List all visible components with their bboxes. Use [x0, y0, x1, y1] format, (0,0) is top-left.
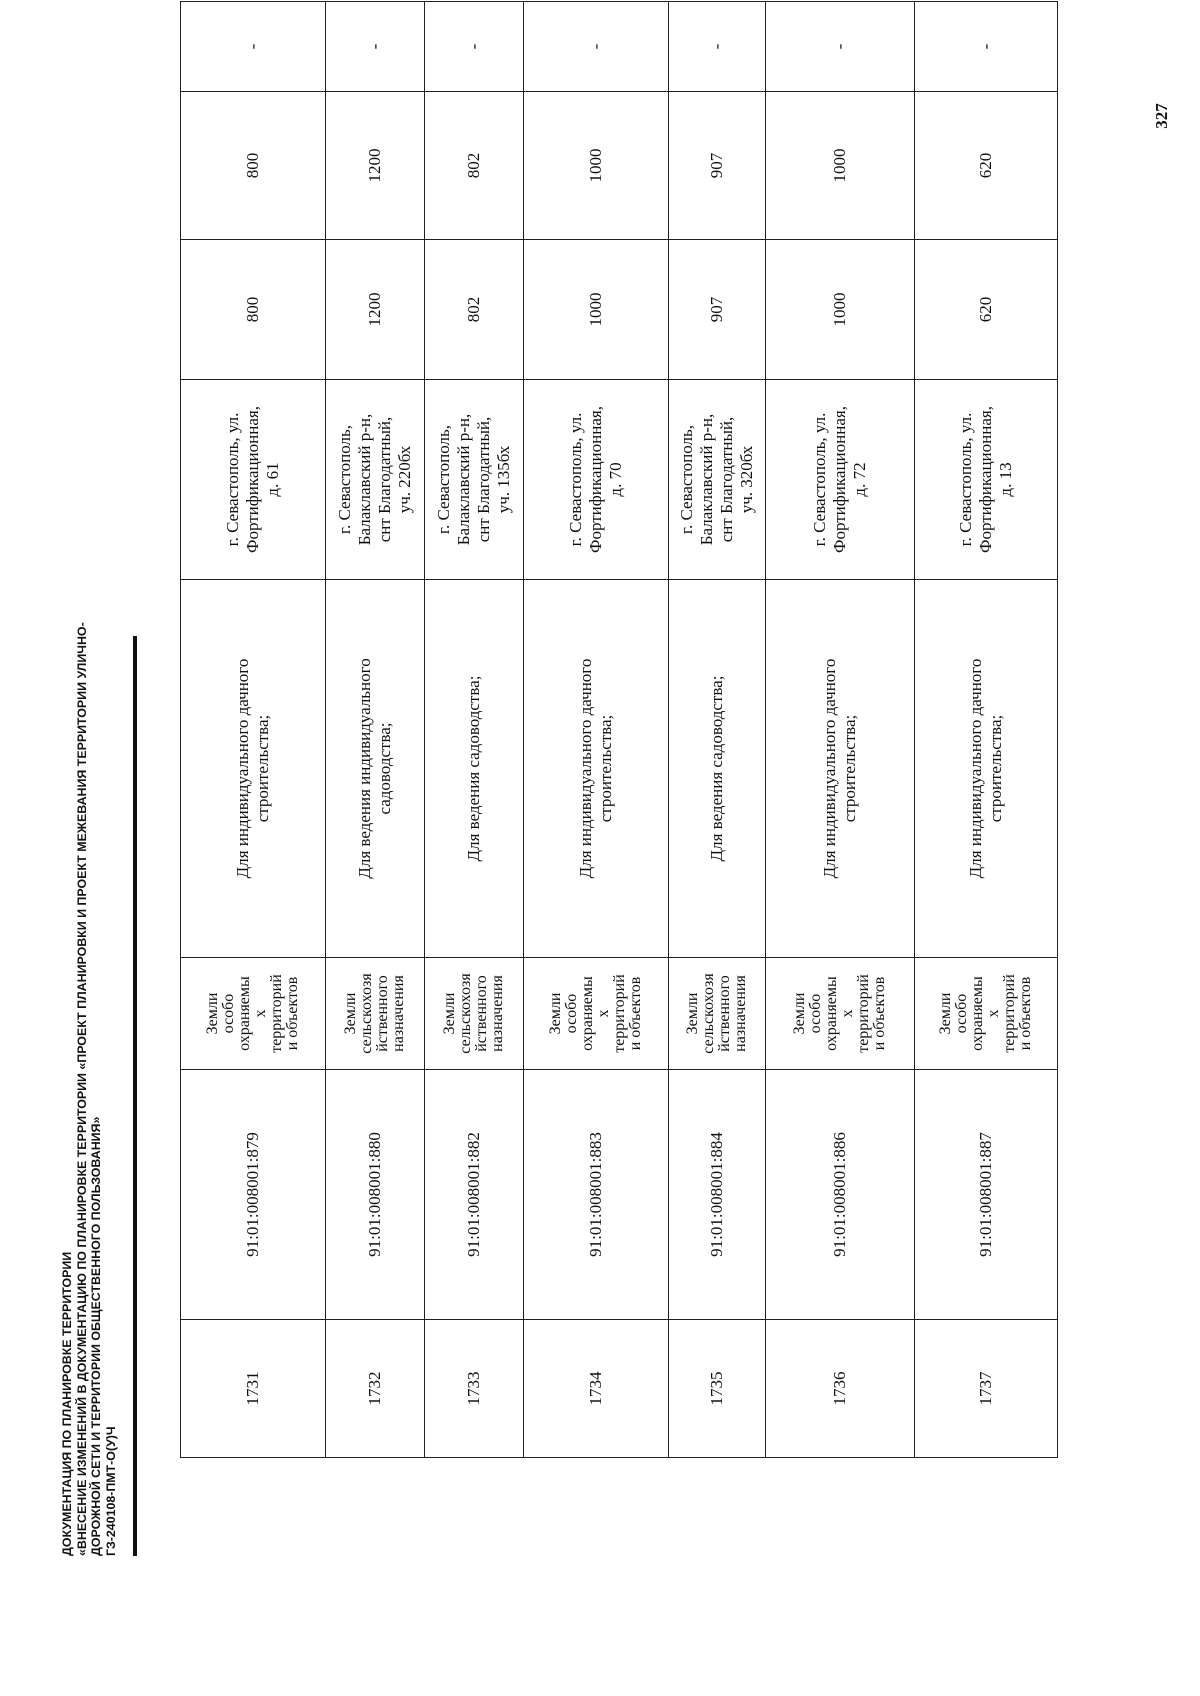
land-category-cell-line: территорий: [611, 974, 628, 1053]
area-documented-cell: [425, 92, 524, 240]
note-cell: [326, 2, 425, 92]
cadastral-number-cell: [524, 1070, 669, 1320]
note-cell-text: -: [464, 43, 483, 50]
cadastral-number-cell: [915, 1070, 1058, 1320]
land-category-cell-line: Земли: [441, 992, 458, 1035]
address-cell-line: г. Севастополь,: [335, 424, 354, 535]
land-category-cell-line: йственного: [473, 975, 490, 1052]
row-number-cell: [915, 1320, 1058, 1458]
land-category-cell-line: и объектов: [284, 976, 301, 1051]
permitted-use-cell-line: строительства;: [596, 714, 615, 823]
land-category-cell-line: особо: [563, 993, 580, 1034]
address-cell-line: Балаклавский р-н,: [454, 413, 473, 546]
area-documented-cell-text: 1200: [365, 148, 384, 183]
area-cell: [425, 240, 524, 380]
land-category-cell-line: особо: [220, 993, 237, 1034]
land-category-cell-line: охраняемы: [969, 976, 986, 1051]
permitted-use-cell: [669, 580, 766, 958]
row-number-cell: [669, 1320, 766, 1458]
table-row: [326, 2, 425, 1458]
cadastral-number-cell: [766, 1070, 915, 1320]
address-cell-line: Фортификационная,: [830, 406, 849, 553]
address-cell-line: г. Севастополь,: [677, 424, 696, 535]
permitted-use-cell-line: строительства;: [840, 714, 859, 823]
address-cell-line: Фортификационная,: [586, 406, 605, 553]
land-category-cell-line: охраняемы: [579, 976, 596, 1051]
cadastral-number-cell: [669, 1070, 766, 1320]
table-row: [669, 2, 766, 1458]
permitted-use-cell: [181, 580, 326, 958]
note-cell: [915, 2, 1058, 92]
table-row: [766, 2, 915, 1458]
note-cell-text: -: [707, 43, 726, 50]
area-cell-text: 1200: [365, 292, 384, 327]
address-cell-line: Балаклавский р-н,: [697, 413, 716, 546]
cadastral-number-cell: [326, 1070, 425, 1320]
cadastral-number-cell-text: 91:01:008001:879: [243, 1132, 262, 1257]
land-category-cell-line: территорий: [268, 974, 285, 1053]
address-cell: [425, 380, 524, 580]
cadastral-number-cell: [181, 1070, 326, 1320]
land-category-cell-line: особо: [953, 993, 970, 1034]
address-cell: [766, 380, 915, 580]
permitted-use-cell-line: садоводства;: [375, 722, 394, 815]
land-category-cell-line: Земли: [791, 992, 808, 1035]
note-cell: [425, 2, 524, 92]
permitted-use-cell: [326, 580, 425, 958]
land-category-cell-line: назначения: [489, 975, 506, 1052]
permitted-use-cell-line: Для индивидуального дачного: [233, 658, 252, 879]
address-cell-line: Фортификационная,: [976, 406, 995, 553]
land-category-cell-line: Земли: [937, 992, 954, 1035]
address-cell-line: г. Севастополь,: [434, 424, 453, 535]
address-cell-line: снт Благодатный,: [717, 416, 736, 543]
area-cell: [326, 240, 425, 380]
permitted-use-cell-line: строительства;: [253, 714, 272, 823]
area-documented-cell: [766, 92, 915, 240]
table-row: [181, 2, 326, 1458]
row-number-cell-text: 1737: [976, 1371, 995, 1406]
land-category-cell-line: Земли: [684, 992, 701, 1035]
permitted-use-cell: [524, 580, 669, 958]
note-cell-text: -: [243, 43, 262, 50]
land-category-cell-line: сельскохозя: [700, 973, 717, 1054]
address-cell-line: д. 13: [996, 462, 1015, 497]
land-category-cell-line: х: [839, 1009, 856, 1018]
area-documented-cell-text: 802: [464, 152, 483, 179]
area-documented-cell: [915, 92, 1058, 240]
note-cell-text: -: [365, 43, 384, 50]
table-row: [915, 2, 1058, 1458]
permitted-use-cell: [915, 580, 1058, 958]
row-number-cell-text: 1736: [830, 1371, 849, 1406]
land-category-cell-line: особо: [807, 993, 824, 1034]
land-category-cell-line: х: [985, 1009, 1002, 1018]
header-line-2: «ВНЕСЕНИЕ ИЗМЕНЕНИЙ В ДОКУМЕНТАЦИЮ ПО ПЛАНИРОВКЕ ТЕРРИТОРИИ «ПРОЕКТ ПЛАНИРОВКИ И ПРОЕКТ МЕЖЕВАНИЯ ТЕРРИТОРИИ УЛИЧНО-: [74, 622, 89, 1556]
row-number-cell-text: 1734: [586, 1371, 605, 1406]
cadastral-number-cell-text: 91:01:008001:887: [976, 1132, 995, 1257]
land-category-cell-line: сельскохозя: [457, 973, 474, 1054]
note-cell: [524, 2, 669, 92]
address-cell-line: д. 72: [850, 462, 869, 497]
land-category-cell-line: х: [252, 1009, 269, 1018]
header-line-3: ДОРОЖНОЙ СЕТИ И ТЕРРИТОРИИ ОБЩЕСТВЕННОГО ПОЛЬЗОВАНИЯ»: [89, 1116, 104, 1556]
land-category-cell-line: территорий: [1001, 974, 1018, 1053]
area-cell: [915, 240, 1058, 380]
area-cell-text: 800: [243, 296, 262, 323]
note-cell: [181, 2, 326, 92]
land-category-cell: [524, 958, 669, 1070]
permitted-use-cell: [766, 580, 915, 958]
row-number-cell-text: 1735: [707, 1371, 726, 1406]
area-documented-cell-text: 1000: [586, 148, 605, 183]
address-cell-line: Балаклавский р-н,: [355, 413, 374, 546]
land-category-cell: [326, 958, 425, 1070]
land-category-cell-line: сельскохозя: [358, 973, 375, 1054]
area-cell-text: 1000: [830, 292, 849, 327]
area-documented-cell-text: 800: [243, 152, 262, 179]
land-category-cell-line: Земли: [342, 992, 359, 1035]
address-cell-line: г. Севастополь, ул.: [810, 412, 829, 547]
address-cell-line: г. Севастополь, ул.: [223, 412, 242, 547]
land-category-cell-line: Земли: [204, 992, 221, 1035]
land-category-cell-line: йственного: [716, 975, 733, 1052]
address-cell: [669, 380, 766, 580]
address-cell: [326, 380, 425, 580]
area-documented-cell: [524, 92, 669, 240]
cadastral-number-cell-text: 91:01:008001:884: [707, 1132, 726, 1257]
row-number-cell-text: 1732: [365, 1371, 384, 1406]
area-cell-text: 907: [707, 296, 726, 323]
area-documented-cell: [326, 92, 425, 240]
table-row: [524, 2, 669, 1458]
land-category-cell-line: охраняемы: [823, 976, 840, 1051]
address-cell-line: уч. 220бх: [395, 445, 414, 514]
permitted-use-cell-line: Для индивидуального дачного: [820, 658, 839, 879]
permitted-use-cell-line: Для ведения индивидуального: [355, 658, 374, 879]
row-number-cell: [326, 1320, 425, 1458]
area-documented-cell-text: 907: [707, 152, 726, 179]
note-cell: [766, 2, 915, 92]
permitted-use-cell-line: Для ведения садоводства;: [707, 675, 726, 862]
area-documented-cell-text: 620: [976, 152, 995, 179]
note-cell-text: -: [976, 43, 995, 50]
area-cell-text: 620: [976, 296, 995, 323]
address-cell-line: уч. 135бх: [494, 445, 513, 514]
address-cell: [181, 380, 326, 580]
header-rule: [133, 636, 137, 1556]
row-number-cell: [766, 1320, 915, 1458]
permitted-use-cell: [425, 580, 524, 958]
area-cell-text: 1000: [586, 292, 605, 327]
land-plots-table: [180, 1, 1058, 1458]
land-category-cell: [181, 958, 326, 1070]
area-documented-cell-text: 1000: [830, 148, 849, 183]
page-number: 327: [1152, 103, 1171, 129]
land-category-cell-line: охраняемы: [236, 976, 253, 1051]
land-category-cell: [915, 958, 1058, 1070]
document-header: [60, 56, 118, 1556]
address-cell-line: д. 61: [263, 462, 282, 497]
permitted-use-cell-line: Для индивидуального дачного: [966, 658, 985, 879]
address-cell: [524, 380, 669, 580]
area-cell: [524, 240, 669, 380]
land-category-cell: [669, 958, 766, 1070]
land-category-cell-line: назначения: [390, 975, 407, 1052]
row-number-cell-text: 1733: [464, 1371, 483, 1406]
land-category-cell: [425, 958, 524, 1070]
table-row: [425, 2, 524, 1458]
land-category-cell-line: Земли: [547, 992, 564, 1035]
address-cell-line: снт Благодатный,: [375, 416, 394, 543]
address-cell-line: г. Севастополь, ул.: [956, 412, 975, 547]
cadastral-number-cell: [425, 1070, 524, 1320]
address-cell-line: д. 70: [606, 462, 625, 497]
land-category-cell-line: и объектов: [627, 976, 644, 1051]
land-category-cell: [766, 958, 915, 1070]
address-cell-line: снт Благодатный,: [474, 416, 493, 543]
area-documented-cell: [669, 92, 766, 240]
permitted-use-cell-line: Для индивидуального дачного: [576, 658, 595, 879]
note-cell-text: -: [830, 43, 849, 50]
land-category-cell-line: назначения: [732, 975, 749, 1052]
row-number-cell: [181, 1320, 326, 1458]
address-cell-line: Фортификационная,: [243, 406, 262, 553]
cadastral-number-cell-text: 91:01:008001:886: [830, 1132, 849, 1257]
permitted-use-cell-line: Для ведения садоводства;: [464, 675, 483, 862]
area-cell: [766, 240, 915, 380]
area-cell: [669, 240, 766, 380]
permitted-use-cell-line: строительства;: [986, 714, 1005, 823]
land-category-cell-line: территорий: [855, 974, 872, 1053]
area-cell: [181, 240, 326, 380]
row-number-cell-text: 1731: [243, 1371, 262, 1406]
land-category-cell-line: йственного: [374, 975, 391, 1052]
header-line-1: ДОКУМЕНТАЦИЯ ПО ПЛАНИРОВКЕ ТЕРРИТОРИИ: [60, 1251, 74, 1556]
row-number-cell: [425, 1320, 524, 1458]
row-number-cell: [524, 1320, 669, 1458]
cadastral-number-cell-text: 91:01:008001:883: [586, 1132, 605, 1257]
cadastral-number-cell-text: 91:01:008001:880: [365, 1132, 384, 1257]
address-cell-line: г. Севастополь, ул.: [566, 412, 585, 547]
note-cell: [669, 2, 766, 92]
area-documented-cell: [181, 92, 326, 240]
address-cell-line: уч. 320бх: [737, 445, 756, 514]
address-cell: [915, 380, 1058, 580]
land-category-cell-line: и объектов: [871, 976, 888, 1051]
header-line-4: ГЗ-240108-ПМТ-О(У)Ч: [103, 1426, 118, 1556]
land-category-cell-line: и объектов: [1017, 976, 1034, 1051]
area-cell-text: 802: [464, 296, 483, 323]
note-cell-text: -: [586, 43, 605, 50]
land-category-cell-line: х: [595, 1009, 612, 1018]
cadastral-number-cell-text: 91:01:008001:882: [464, 1132, 483, 1257]
